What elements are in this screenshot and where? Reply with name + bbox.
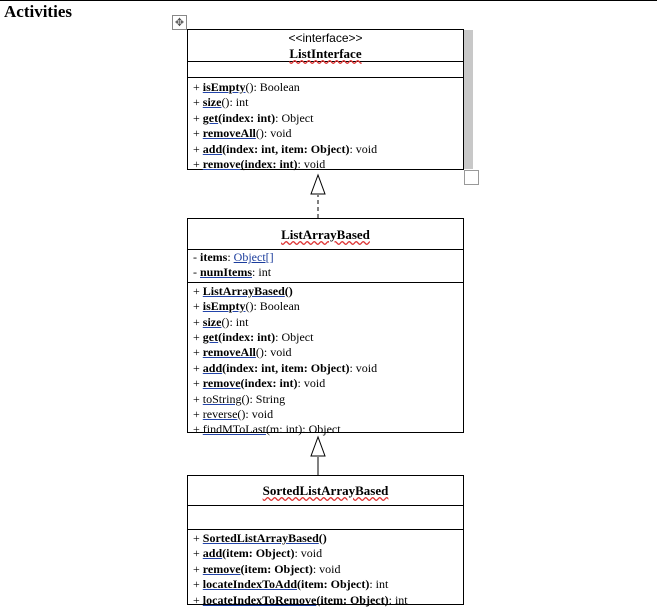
method-row: + get(index: int): Object (193, 110, 314, 125)
generalization-arrowhead (311, 437, 325, 456)
method-row: + isEmpty(): Boolean (193, 299, 300, 314)
method-row: + get(index: int): Object (193, 330, 314, 345)
method-row: + add(item: Object): void (193, 546, 323, 561)
attributes-section (188, 249, 463, 282)
methods-section (188, 529, 463, 608)
method-row: + add(index: int, item: Object): void (193, 360, 378, 375)
method-row: + size(): int (193, 95, 249, 110)
class-name: ListInterface (289, 46, 362, 61)
method-row: + remove(index: int): void (193, 376, 326, 391)
class-box-listarraybased[interactable] (187, 218, 464, 437)
class-name-section (188, 476, 463, 505)
method-row: + findMToLast(m: int): Object (193, 422, 341, 437)
method-row: + locateIndexToAdd(item: Object): int (193, 577, 389, 592)
page-heading: Activities (4, 2, 72, 21)
methods-section (188, 77, 463, 172)
method-row: + reverse(): void (193, 407, 274, 422)
stereotype-label: <<interface>> (288, 31, 363, 45)
methods-section (188, 282, 463, 438)
method-row: + removeAll(): void (193, 345, 292, 360)
method-row: + ListArrayBased() (193, 283, 293, 298)
method-row: + remove(index: int): void (193, 157, 326, 172)
class-name-section (188, 30, 463, 61)
method-row: + toString(): String (193, 391, 286, 406)
attribute-row: - items: Object[] (193, 250, 274, 264)
method-row: + SortedListArrayBased() (193, 531, 327, 545)
class-box-listinterface[interactable] (187, 29, 464, 170)
method-row: + size(): int (193, 314, 249, 329)
class-name-section (188, 219, 463, 249)
realization-arrowhead (311, 175, 325, 194)
attributes-section (188, 505, 463, 529)
attribute-row: - numItems: int (193, 265, 272, 280)
class-name: SortedListArrayBased (262, 483, 389, 498)
method-row: + removeAll(): void (193, 126, 292, 141)
method-row: + add(index: int, item: Object): void (193, 141, 378, 156)
class-name: ListArrayBased (281, 227, 370, 242)
move-handle-icon[interactable]: ✥ (172, 15, 187, 30)
method-row: + remove(item: Object): void (193, 561, 341, 576)
class-box-sortedlistarraybased[interactable] (187, 475, 464, 605)
method-row: + locateIndexToRemove(item: Object): int (193, 592, 408, 607)
attributes-section (188, 61, 463, 77)
method-row: + isEmpty(): Boolean (193, 80, 300, 94)
